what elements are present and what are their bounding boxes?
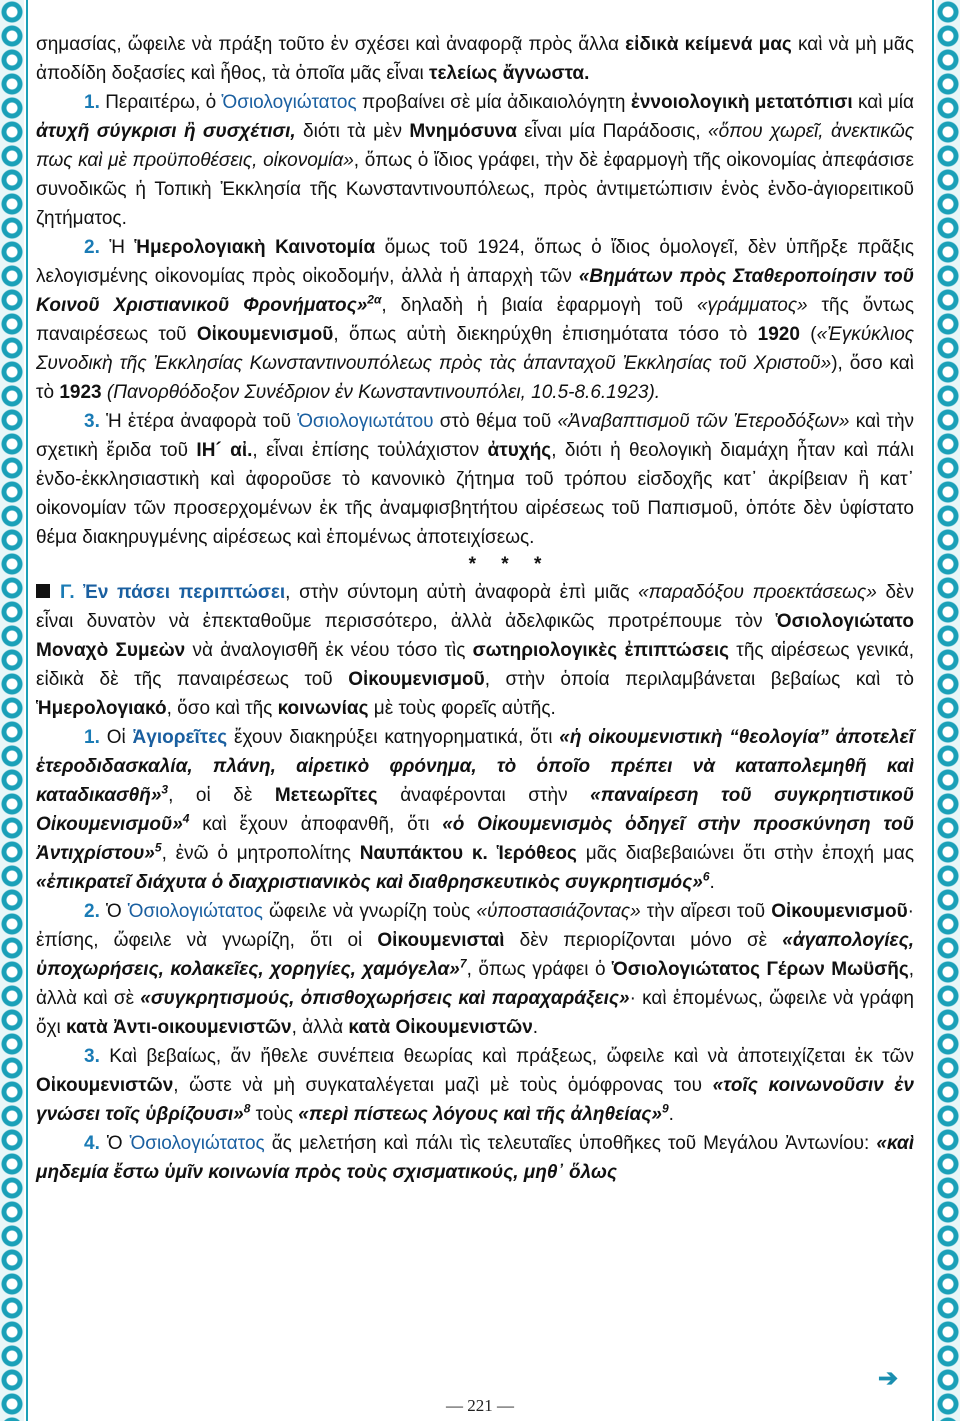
paragraph-section-g: Γ. Ἐν πάσει περιπτώσει, στὴν σύντομη αὐτὴ ἀναφορὰ ἐπὶ μιᾶς «παραδόξου προεκτάσεως» δὲν εἶναι δυνατὸν νὰ ἐπεκταθοῦμε περισσότερο, ἀλλὰ ἀδελφικῶς προτρέπουμε τὸν Ὁσιολογιώτατο Μοναχὸ Συμεὼν νὰ ἀναλογισθῆ ἐκ νέου τόσο τὶς σωτηριολογικὲς ἐπιπτώσεις τῆς αἱρέσεως γενικά, εἰδικὰ δὲ τῆς παναιρέσεως τοῦ Οἰκουμενισμοῦ, στὴν ὁποία περιλαμβάνεται βεβαίως καὶ τὸ Ἡμερολογιακό, ὅσο καὶ τῆς κοινωνίας μὲ τοὺς φορεῖς αὐτῆς.: [36, 582, 914, 719]
paragraph-number: 3.: [84, 1046, 100, 1067]
square-bullet-icon: [36, 584, 50, 598]
decorative-border-left: [0, 0, 24, 1421]
paragraph-g-4: 4. Ὁ Ὁσιολογιώτατος ἄς μελετήση καὶ πάλι τὶς τελευταῖες ὑποθῆκες τοῦ Μεγάλου Ἀντωνίου: «καὶ μηδεμία ἔστω ὑμῖν κοινωνία πρὸς τοὺς σχισματικούς, μηθ᾽ ὅλως: [36, 1133, 914, 1183]
paragraph-number: 4.: [84, 1133, 100, 1154]
paragraph-2: 2. Ἡ Ἡμερολογιακὴ Καινοτομία ὅμως τοῦ 1924, ὅπως ὁ ἴδιος ὁμολογεῖ, δὲν ὑπῆρξε πρᾶξις λελογισμένης οἰκονομίας πρὸς οἰκοδομήν, ἀλλὰ ἡ ἀπαρχὴ τῶν «Βημάτων πρὸς Σταθεροποίησιν τοῦ Κοινοῦ Χριστιανικοῦ Φρονήματος»$^{2\alpha}$, δηλαδὴ ἡ βιαία ἐφαρμογὴ τοῦ «γράμματος» τῆς ὄντως παναιρέσεως τοῦ Οἰκουμενισμοῦ, ὅπως αὐτὴ διεκηρύχθη ἐπισημότατα τόσο τὸ 1920 («Ἐγκύκλιος Συνοδικὴ τῆς Ἐκκλησίας Κωνσταντινουπόλεως πρὸς τὰς ἁπανταχοῦ Ἐκκλησίας τοῦ Χριστοῦ»), ὅσο καὶ τὸ 1923 (Πανορθόδοξον Συνέδριον ἐν Κωνσταντινουπόλει, 10.5-8.6.1923).: [36, 237, 915, 403]
section-separator: * * *: [468, 554, 552, 575]
section-letter: Γ.: [60, 582, 75, 603]
paragraph-number: 2.: [84, 237, 100, 258]
paragraph-g-1: 1. Οἱ Ἁγιορεῖτες ἔχουν διακηρύξει κατηγορηματικά, ὅτι «ἡ οἰκουμενιστικὴ “θεολογία” ἀποτελεῖ ἑτεροδιδασκαλία, πλάνη, αἱρετικὸ φρόνημα, τὸ ὁποῖο πρέπει νὰ καταπολεμηθῆ καὶ καταδικασθῆ»$^3$, οἱ δὲ Μετεωρῖτες ἀναφέρονται στὴν «παναίρεση τοῦ συγκρητιστικοῦ Οἰκουμενισμοῦ»$^4$ καὶ ἔχουν ἀποφανθῆ, ὅτι «ὁ Οἰκουμενισμὸς ὁδηγεῖ στὴν προσκύνηση τοῦ Ἀντιχρίστου»$^5$, ἐνῶ ὁ μητροπολίτης Ναυπάκτου κ. Ἱερόθεος μᾶς διαβεβαιώνει ὅτι στὴν ἐποχή μας «ἐπικρατεῖ διάχυτα ὁ διαχριστιανικὸς καὶ διαθρησκευτικὸς συγκρητισμός»$^6$.: [36, 727, 914, 893]
paragraph-1: 1. Περαιτέρω, ὁ Ὁσιολογιώτατος προβαίνει σὲ μία ἀδικαιολόγητη ἐννοιολογικὴ μετατόπισι καὶ μία ἀτυχῆ σύγκρισι ἢ συσχέτισι, διότι τὰ μὲν Μνημόσυνα εἶναι μία Παράδοσις, «ὅπου χωρεῖ, ἀνεκτικῶς πως καὶ μὲ προϋποθέσεις, οἰκονομία», ὅπως ὁ ἴδιος γράφει, τὴν δὲ ἐφαρμογὴ τῆς οἰκονομίας ἀπεφάσισε συνοδικῶς ἡ Τοπικὴ Ἐκκλησία τῆς Κωνσταντινουπόλεως, πρὸς ἀντιμετώπισιν ἑνὸς ἐνδο-ἀγιορειτικοῦ ζητήματος.: [36, 92, 914, 229]
paragraph-g-3: 3. Καὶ βεβαίως, ἄν ἤθελε συνέπεια θεωρίας καὶ πράξεως, ὤφειλε καὶ νὰ ἀποτειχίζεται ἐκ τῶν Οἰκουμενιστῶν, ὥστε νὰ μὴ συγκαταλέγεται μαζὶ μὲ τοὺς ὁμόφρονας του «τοῖς κοινωνοῦσιν ἐν γνώσει τοῖς ὑβρίζουσι»$^8$ τοὺς «περὶ πίστεως λόγους καὶ τῆς ἀληθείας»$^9$.: [36, 1046, 914, 1125]
page-number: — 221 —: [446, 1396, 514, 1415]
paragraph-number: 3.: [84, 411, 100, 432]
border-rule-left: [26, 0, 28, 1421]
decorative-border-right: [936, 0, 960, 1421]
paragraph-continuation: σημασίας, ὤφειλε νὰ πράξη τοῦτο ἐν σχέσει καὶ ἀναφορᾷ πρὸς ἄλλα εἰδικὰ κείμενά μας καὶ νὰ μὴ μᾶς ἀποδίδη δοξασίες καὶ ἦθος, τὰ ὁποῖα μᾶς εἶναι τελείως ἄγνωστα.: [36, 34, 914, 84]
arrow-right-icon: ➔: [878, 1365, 899, 1392]
paragraph-number: 1.: [84, 727, 100, 748]
page-body: [36, 30, 914, 1187]
border-rule-right: [932, 0, 934, 1421]
paragraph-3: 3. Ἡ ἑτέρα ἀναφορὰ τοῦ Ὁσιολογιωτάτου στὸ θέμα τοῦ «Ἀναβαπτισμοῦ τῶν Ἑτεροδόξων» καὶ τὴν σχετικὴ ἔριδα τοῦ ΙΗ´ αἰ., εἶναι ἐπίσης τοὐλάχιστον ἀτυχής, διότι ἡ θεολογικὴ διαμάχη ἦταν καὶ πάλι ἐνδο-ἐκκλησιαστικὴ καὶ ἀφοροῦσε τὸ κανονικὸ ζήτημα τοῦ τρόπου εἰσδοχῆς κατ᾽ ἀκρίβειαν ἢ κατ᾽ οἰκονομίαν τῶν προσερχομένων ἐκ τῆς ἀναμφισβητήτου αἱρέσεως τοῦ Παπισμοῦ, ὁπότε δὲν ὑφίστατο θέμα διακηρυγμένης αἱρέσεως καὶ ἑπομένως ἀποτειχίσεως.: [36, 411, 915, 548]
paragraph-number: 1.: [84, 92, 100, 113]
paragraph-number: 2.: [84, 901, 100, 922]
paragraph-g-2: 2. Ὁ Ὁσιολογιώτατος ὤφειλε νὰ γνωρίζη τοὺς «ὑποστασιάζοντας» τὴν αἵρεσι τοῦ Οἰκουμενισμοῦ· ἐπίσης, ὤφειλε νὰ γνωρίζη, ὅτι οἱ Οἰκουμενισταὶ δὲν περιορίζονται μόνο σὲ «ἀγαπολογίες, ὑποχωρήσεις, κολακεῖες, χορηγίες, χαμόγελα»$^7$, ὅπως γράφει ὁ Ὁσιολογιώτατος Γέρων Μωϋσῆς, ἀλλὰ καὶ σὲ «συγκρητισμούς, ὀπισθοχωρήσεις καὶ παραχαράξεις»· καὶ ἑπομένως, ὤφειλε νὰ γράφη ὄχι κατὰ Ἀντι-οικουμενιστῶν, ἀλλὰ κατὰ Οἰκουμενιστῶν.: [36, 901, 915, 1038]
